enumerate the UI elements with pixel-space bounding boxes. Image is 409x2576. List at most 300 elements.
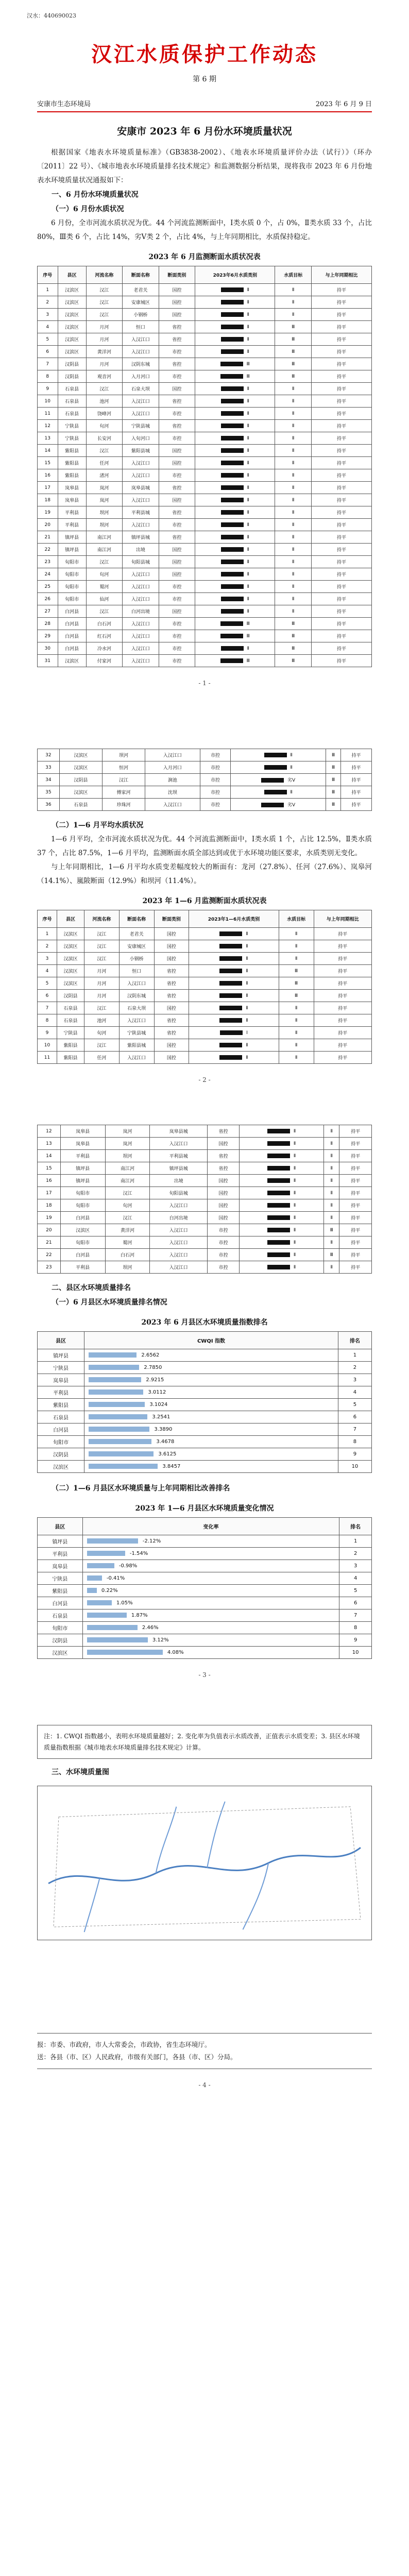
table-2-cell: 国控 xyxy=(154,1039,189,1052)
table-1-cell: Ⅲ xyxy=(326,786,340,799)
table-2-cell xyxy=(240,1187,324,1199)
table-2-cell: 1 xyxy=(38,928,57,940)
quality-class: Ⅱ xyxy=(288,765,293,770)
table-1-cell: 10 xyxy=(38,395,58,408)
table-1-cell: 市控 xyxy=(159,469,195,482)
table-2-cell xyxy=(189,928,279,940)
table-row xyxy=(38,1125,372,1138)
table-row xyxy=(38,531,372,544)
table-2-cell: 持平 xyxy=(339,1162,372,1175)
table-1-cell: 持平 xyxy=(311,494,371,506)
note-box xyxy=(37,1725,372,1759)
table-2-cell xyxy=(240,1175,324,1187)
table-2-cell: 南江河 xyxy=(105,1162,150,1175)
table-1-cell xyxy=(195,630,275,642)
table-1-cell: 国控 xyxy=(159,544,195,556)
table-2-cell: 安康城区 xyxy=(119,940,154,953)
table-row xyxy=(38,1634,372,1647)
quality-class: Ⅱ xyxy=(245,559,249,565)
table-1-cell: 市控 xyxy=(159,519,195,531)
table-1-cell xyxy=(195,383,275,395)
table-row xyxy=(38,774,372,786)
index-value: 3.6125 xyxy=(157,1451,177,1457)
table-1-cell: 汉阴县 xyxy=(58,370,86,383)
table-2-cell: 出境 xyxy=(150,1175,207,1187)
table-2-cell: 持平 xyxy=(339,1175,372,1187)
table-1-cell: 省控 xyxy=(159,395,195,408)
table-1-cell xyxy=(195,593,275,605)
table-1-cell xyxy=(231,799,326,811)
table-1-cell xyxy=(195,346,275,358)
table-1-cell: 旬阳市 xyxy=(58,568,86,581)
quality-class: Ⅱ xyxy=(292,1252,296,1258)
publish-date: 2023 年 6 月 9 日 xyxy=(315,100,372,108)
table-1-cell: 付家河 xyxy=(86,655,123,667)
quality-class: Ⅱ xyxy=(245,398,249,404)
table-1-cell: 19 xyxy=(38,506,58,519)
table-2-cell: 23 xyxy=(38,1261,61,1274)
quality-swatch xyxy=(261,778,284,783)
table-1-cell: 恒河 xyxy=(102,761,145,774)
table-2-cell: 入汉江口 xyxy=(150,1199,207,1212)
table-1-cell: 汉滨区 xyxy=(59,749,102,761)
table-3-cell xyxy=(84,1436,338,1448)
table-1-cell: Ⅲ xyxy=(326,761,340,774)
table-1-cell: 石泉县 xyxy=(59,799,102,811)
table-2-cell xyxy=(240,1249,324,1261)
page-number: - 3 - xyxy=(198,1671,211,1679)
table-2-cell: 持平 xyxy=(314,1027,371,1039)
table-3-cell: 9 xyxy=(338,1448,371,1461)
table-2-cell: 省控 xyxy=(154,977,189,990)
table-1-cell: 紫阳县 xyxy=(58,457,86,469)
table-row xyxy=(38,1027,372,1039)
table-row xyxy=(38,1423,372,1436)
table-1-cell: 入月河口 xyxy=(123,370,159,383)
table-row xyxy=(38,296,372,309)
table-1-cell: 省控 xyxy=(159,358,195,370)
quality-swatch xyxy=(221,312,244,317)
table-2-cell: 市控 xyxy=(207,1224,239,1236)
quality-class: Ⅱ xyxy=(244,943,248,949)
quality-swatch xyxy=(221,547,244,552)
table-1-cell: 入汉江口 xyxy=(123,395,159,408)
table-1-cell: 汉江 xyxy=(86,309,123,321)
table-row xyxy=(38,1039,372,1052)
table-2-cell: 市控 xyxy=(207,1249,239,1261)
table-row xyxy=(38,786,372,799)
table-1-cell xyxy=(195,333,275,346)
table-1-cell: Ⅱ xyxy=(275,420,312,432)
table-1-cell: 7 xyxy=(38,358,58,370)
table-1-cell: 持平 xyxy=(311,296,371,309)
index-bar xyxy=(87,1538,138,1544)
quality-class: 劣Ⅴ xyxy=(286,778,296,783)
table-1-cell: Ⅱ xyxy=(275,506,312,519)
water-quality-map xyxy=(37,1786,372,1940)
table-1-cell: 平利县 xyxy=(58,519,86,531)
table-1-cell: 国控 xyxy=(159,457,195,469)
table-2-cell: 国控 xyxy=(207,1175,239,1187)
table-2-cell: 入汉江口 xyxy=(150,1236,207,1249)
table-2-cell: 岚皋县 xyxy=(60,1125,105,1138)
table-3-cell xyxy=(84,1411,338,1423)
quality-swatch xyxy=(264,765,287,770)
table-1-header-0: 序号 xyxy=(38,266,58,284)
table-1-cell: 汉江 xyxy=(86,556,123,568)
table-1-cell xyxy=(195,581,275,593)
table-2-cell xyxy=(189,953,279,965)
table-1-cell: 持平 xyxy=(311,358,371,370)
quality-swatch xyxy=(221,646,244,651)
table-3-cell xyxy=(84,1386,338,1399)
table-2-cell: 入汉江口 xyxy=(150,1224,207,1236)
table-2-cell: 18 xyxy=(38,1199,61,1212)
table-2-cell: 池河 xyxy=(84,1014,119,1027)
quality-swatch xyxy=(221,498,244,502)
table-1-cell xyxy=(195,618,275,630)
table-4-cell: 7 xyxy=(339,1609,372,1622)
quality-swatch xyxy=(267,1129,290,1133)
table-2-cell: 持平 xyxy=(339,1212,372,1224)
comparison-paragraph: 与上年同期相比，1—6 月平均水质变差幅度较大的断面有：龙河（27.8%）、任河（27.6%）、岚皋河（14.1%）、嵐陂断面（12.9%）和坝河（11.4%）。 xyxy=(37,863,372,885)
quality-class: Ⅱ xyxy=(245,324,249,330)
section-2-1-heading: （一）6 月县区水环境质量排名情况 xyxy=(52,1298,167,1307)
table-2-cell: 月河 xyxy=(84,977,119,990)
index-bar xyxy=(89,1464,158,1469)
quality-class: Ⅲ xyxy=(245,633,250,639)
table-2-cell: Ⅱ xyxy=(323,1150,339,1162)
index-bar xyxy=(89,1451,154,1456)
table-row xyxy=(38,1261,372,1274)
table-2-cell: 持平 xyxy=(314,1052,371,1064)
table-row xyxy=(38,990,372,1002)
masthead-title: 汉江水质保护工作动态 xyxy=(91,42,318,66)
table-row xyxy=(38,370,372,383)
table-row xyxy=(38,1386,372,1399)
quality-class: Ⅱ xyxy=(292,1128,296,1134)
table-1-cell: 1 xyxy=(38,284,58,296)
table-1-cell xyxy=(195,655,275,667)
table-row xyxy=(38,1162,372,1175)
table-3-cell: 平利县 xyxy=(38,1386,84,1399)
table-1-cell xyxy=(195,494,275,506)
table-2-cell: 持平 xyxy=(314,977,371,990)
table-1-header-3: 断面名称 xyxy=(123,266,159,284)
table-2-cell: 5 xyxy=(38,977,57,990)
table-2-cell: Ⅱ xyxy=(323,1261,339,1274)
table-1-cell: 宁陕县 xyxy=(58,420,86,432)
table-3-cell: 汉阴县 xyxy=(38,1448,84,1461)
quality-class: Ⅱ xyxy=(244,931,248,937)
table-row xyxy=(38,940,372,953)
quality-swatch xyxy=(220,634,243,638)
table-2-cell: 4 xyxy=(38,965,57,977)
table-1-cell: 镇坪县城 xyxy=(123,531,159,544)
issue-number: 第 6 期 xyxy=(193,75,216,83)
table-2-cell: 市控 xyxy=(207,1236,239,1249)
table-row xyxy=(38,655,372,667)
index-value: -0.98% xyxy=(117,1563,138,1569)
table-1-cell: 汉江 xyxy=(102,774,145,786)
distribution-block xyxy=(37,2033,372,2069)
table-1-cell: 持平 xyxy=(311,469,371,482)
table-2-cell: 白河县 xyxy=(60,1212,105,1224)
table-1-cell xyxy=(195,556,275,568)
quality-class: Ⅱ xyxy=(245,435,249,441)
index-bar xyxy=(89,1427,149,1432)
table-row xyxy=(38,506,372,519)
table-row xyxy=(38,284,372,296)
quality-class: Ⅱ xyxy=(288,789,293,795)
table-row xyxy=(38,1609,372,1622)
table-2-cell: 旬阳市 xyxy=(60,1199,105,1212)
table-1-cell: 市控 xyxy=(200,786,231,799)
table-3-cell: 5 xyxy=(338,1399,371,1411)
table-2-cell: 汉阴县 xyxy=(57,990,84,1002)
table-1-cell: 宁陕县 xyxy=(58,432,86,445)
index-value: 3.12% xyxy=(150,1637,169,1643)
table-1-cell: 持平 xyxy=(341,799,372,811)
table-2-cell: 石泉县 xyxy=(57,1002,84,1014)
table-1-cell: 持平 xyxy=(311,556,371,568)
quality-class: Ⅱ xyxy=(244,1055,248,1060)
table-2-cell: 旬阳县城 xyxy=(150,1187,207,1199)
table-2-header-2: 河流名称 xyxy=(84,910,119,928)
table-1-cell: 国控 xyxy=(159,556,195,568)
index-value: 0.22% xyxy=(99,1588,118,1594)
table-1-cell: 33 xyxy=(38,761,60,774)
index-bar xyxy=(87,1551,125,1556)
table-4-cell: 5 xyxy=(339,1585,372,1597)
table-2-cell: 白河出境 xyxy=(150,1212,207,1224)
table-1-cell: 月河 xyxy=(86,321,123,333)
index-value: 2.9215 xyxy=(144,1377,164,1383)
table-2-cell: 20 xyxy=(38,1224,61,1236)
table-1-cell xyxy=(195,395,275,408)
quality-swatch xyxy=(221,461,244,465)
quality-class: Ⅱ xyxy=(244,1018,248,1023)
table-2-cell: 持平 xyxy=(339,1150,372,1162)
table-1-cell: 市控 xyxy=(200,799,231,811)
table-1-cell: 36 xyxy=(38,799,60,811)
distribution-report: 报：市委、市政府，市人大常委会，市政协，省生态环境厅。 xyxy=(37,2041,211,2048)
table-1-cell: 国控 xyxy=(159,309,195,321)
table-1-cell xyxy=(195,506,275,519)
table-1-cell: 18 xyxy=(38,494,58,506)
table-row xyxy=(38,1535,372,1548)
table-2-header-1: 县区 xyxy=(57,910,84,928)
table-1-cell: 持平 xyxy=(311,568,371,581)
table-1-cell: Ⅱ xyxy=(275,531,312,544)
table-2-cell: Ⅱ xyxy=(323,1138,339,1150)
table-1-cell: Ⅲ xyxy=(326,774,340,786)
table-row xyxy=(38,605,372,618)
table-2-cell: 国控 xyxy=(207,1187,239,1199)
index-value: 4.08% xyxy=(165,1650,184,1655)
table-1-cell xyxy=(195,370,275,383)
table-row xyxy=(38,1572,372,1585)
table-1-cell: 入汉江口 xyxy=(123,408,159,420)
table-4-cell: 汉阴县 xyxy=(38,1634,83,1647)
table-2-cell: 白河县 xyxy=(60,1249,105,1261)
table-3-cell: 8 xyxy=(338,1436,371,1448)
table-4-cell: 9 xyxy=(339,1634,372,1647)
section-3-heading: 三、水环境质量图 xyxy=(52,1768,109,1776)
quality-class: Ⅱ xyxy=(245,584,249,589)
index-bar xyxy=(87,1588,97,1593)
table-1-cell: 汉滨区 xyxy=(59,786,102,799)
quality-class: Ⅱ xyxy=(245,460,249,466)
table-1-cell: 汉滨区 xyxy=(58,309,86,321)
index-value: 3.0112 xyxy=(146,1389,166,1395)
quality-class: Ⅲ xyxy=(245,658,250,664)
table-row xyxy=(38,469,372,482)
table-1-cell: 17 xyxy=(38,482,58,494)
table-1-cell: 入旬河口 xyxy=(123,432,159,445)
table-row xyxy=(38,953,372,965)
quality-swatch xyxy=(221,485,244,490)
quality-class: Ⅱ xyxy=(245,534,249,540)
table-2-cell: 持平 xyxy=(314,1014,371,1027)
table-row xyxy=(38,321,372,333)
table-1-cell: Ⅱ xyxy=(275,482,312,494)
table-1-cell: 入汉江口 xyxy=(145,749,200,761)
distribution-send: 送：各县（市、区）人民政府，市级有关部门，各县（市、区）分局。 xyxy=(37,2053,237,2061)
table-4-cell: 平利县 xyxy=(38,1548,83,1560)
table-2-cell: 13 xyxy=(38,1138,61,1150)
quality-swatch xyxy=(219,944,242,948)
table-2-cell: 平利县 xyxy=(60,1150,105,1162)
table-1-cell xyxy=(195,284,275,296)
table-1-cell: 23 xyxy=(38,556,58,568)
table-1-cell: Ⅱ xyxy=(275,432,312,445)
table-1-cell: 汉阴县 xyxy=(58,358,86,370)
table-1-cell: 入汉江口 xyxy=(123,346,159,358)
quality-swatch xyxy=(267,1215,290,1220)
table-1-cell: 持平 xyxy=(311,383,371,395)
table-1-continued xyxy=(37,749,372,811)
index-value: 2.7850 xyxy=(142,1365,162,1370)
table-4-cell: 旬阳市 xyxy=(38,1622,83,1634)
table-1-cell: 汉江 xyxy=(86,284,123,296)
table-2-cell: 省控 xyxy=(154,1014,189,1027)
table-3-cell: 4 xyxy=(338,1386,371,1399)
quality-class: 劣Ⅴ xyxy=(286,803,296,808)
table-1-cell: Ⅲ xyxy=(275,346,312,358)
quality-class: Ⅱ xyxy=(244,1005,248,1011)
table-3-cell xyxy=(84,1362,338,1374)
table-row xyxy=(38,799,372,811)
table-2-cell: Ⅱ xyxy=(323,1199,339,1212)
table-1-cell: 入汉江口 xyxy=(145,799,200,811)
table-1-cell: 镇坪县 xyxy=(58,544,86,556)
table-1-cell: 汉滨区 xyxy=(58,284,86,296)
table-2-cell: 紫阳县 xyxy=(57,1052,84,1064)
table-1-cell: 入汉江口 xyxy=(123,630,159,642)
table-2-cell: 石泉大坝 xyxy=(119,1002,154,1014)
table-1-cell: 旬阳市 xyxy=(58,593,86,605)
table-2-cell: 汉滨区 xyxy=(57,953,84,965)
table-row xyxy=(38,494,372,506)
table-4-title: 2023 年 1—6 月县区水环境质量变化情况 xyxy=(135,1504,274,1513)
table-row xyxy=(38,761,372,774)
table-1-cell: 市控 xyxy=(200,749,231,761)
table-2-header-3: 断面名称 xyxy=(119,910,154,928)
quality-class: Ⅱ xyxy=(292,1264,296,1270)
quality-swatch xyxy=(219,981,242,986)
table-1-title: 2023 年 6 月监测断面水质状况表 xyxy=(148,253,261,261)
table-2-cell: 紫阳县城 xyxy=(119,1039,154,1052)
table-3-cell: 石泉县 xyxy=(38,1411,84,1423)
table-1-cell: 石泉县 xyxy=(58,395,86,408)
table-1-cell: 20 xyxy=(38,519,58,531)
index-bar xyxy=(87,1600,112,1605)
quality-swatch xyxy=(219,1018,242,1023)
table-1-cell: 汉阴县 xyxy=(59,774,102,786)
table-3-header-0: 县区 xyxy=(38,1332,84,1349)
table-1-cell xyxy=(195,519,275,531)
table-2-cell: 紫阳县 xyxy=(57,1039,84,1052)
table-2-cell: 岚皋县城 xyxy=(150,1125,207,1138)
table-4-header-1: 变化率 xyxy=(82,1518,339,1535)
table-row xyxy=(38,1448,372,1461)
table-1-header-1: 县区 xyxy=(58,266,86,284)
table-2-cell: 入汉江口 xyxy=(119,977,154,990)
table-2 xyxy=(37,910,372,1064)
quality-class: Ⅱ xyxy=(245,497,249,503)
table-3-cell xyxy=(84,1448,338,1461)
table-3-header-1: CWQI 指数 xyxy=(84,1332,338,1349)
table-1-cell: 持平 xyxy=(341,761,372,774)
quality-class: Ⅱ xyxy=(244,1042,248,1048)
table-1-cell: Ⅲ xyxy=(275,630,312,642)
index-value: -2.12% xyxy=(141,1538,161,1544)
quality-swatch xyxy=(219,993,242,998)
map-graphic xyxy=(38,1786,371,1940)
quality-swatch xyxy=(221,572,244,577)
table-1-cell: Ⅱ xyxy=(275,469,312,482)
table-1-cell: Ⅱ xyxy=(275,296,312,309)
table-row xyxy=(38,1585,372,1597)
table-1-cell: Ⅱ xyxy=(275,593,312,605)
table-2-cell: 17 xyxy=(38,1187,61,1199)
table-4-cell: 1 xyxy=(339,1535,372,1548)
index-bar xyxy=(89,1377,141,1382)
table-2-cell: 月河 xyxy=(84,990,119,1002)
table-1-cell: 蜀河 xyxy=(86,581,123,593)
table-1-cell: Ⅲ xyxy=(275,321,312,333)
table-2-cell: 国控 xyxy=(154,928,189,940)
table-2-cell: 任河 xyxy=(84,1052,119,1064)
table-1-cell: 市控 xyxy=(159,630,195,642)
index-value: 1.87% xyxy=(129,1613,148,1618)
table-2-cell xyxy=(240,1236,324,1249)
table-1-cell: 12 xyxy=(38,420,58,432)
table-2-cell xyxy=(240,1212,324,1224)
table-1-cell: 国控 xyxy=(159,284,195,296)
table-row xyxy=(38,519,372,531)
publisher-line xyxy=(37,98,372,112)
index-value: 1.05% xyxy=(114,1600,133,1606)
table-2-cell: Ⅲ xyxy=(279,965,314,977)
quality-swatch xyxy=(221,325,244,329)
index-bar xyxy=(89,1402,145,1407)
table-4-cell xyxy=(82,1535,339,1548)
table-2-cell: 汉江 xyxy=(84,1002,119,1014)
table-2-cell: 入汉江口 xyxy=(150,1261,207,1274)
table-1-cell: 石泉县 xyxy=(58,408,86,420)
